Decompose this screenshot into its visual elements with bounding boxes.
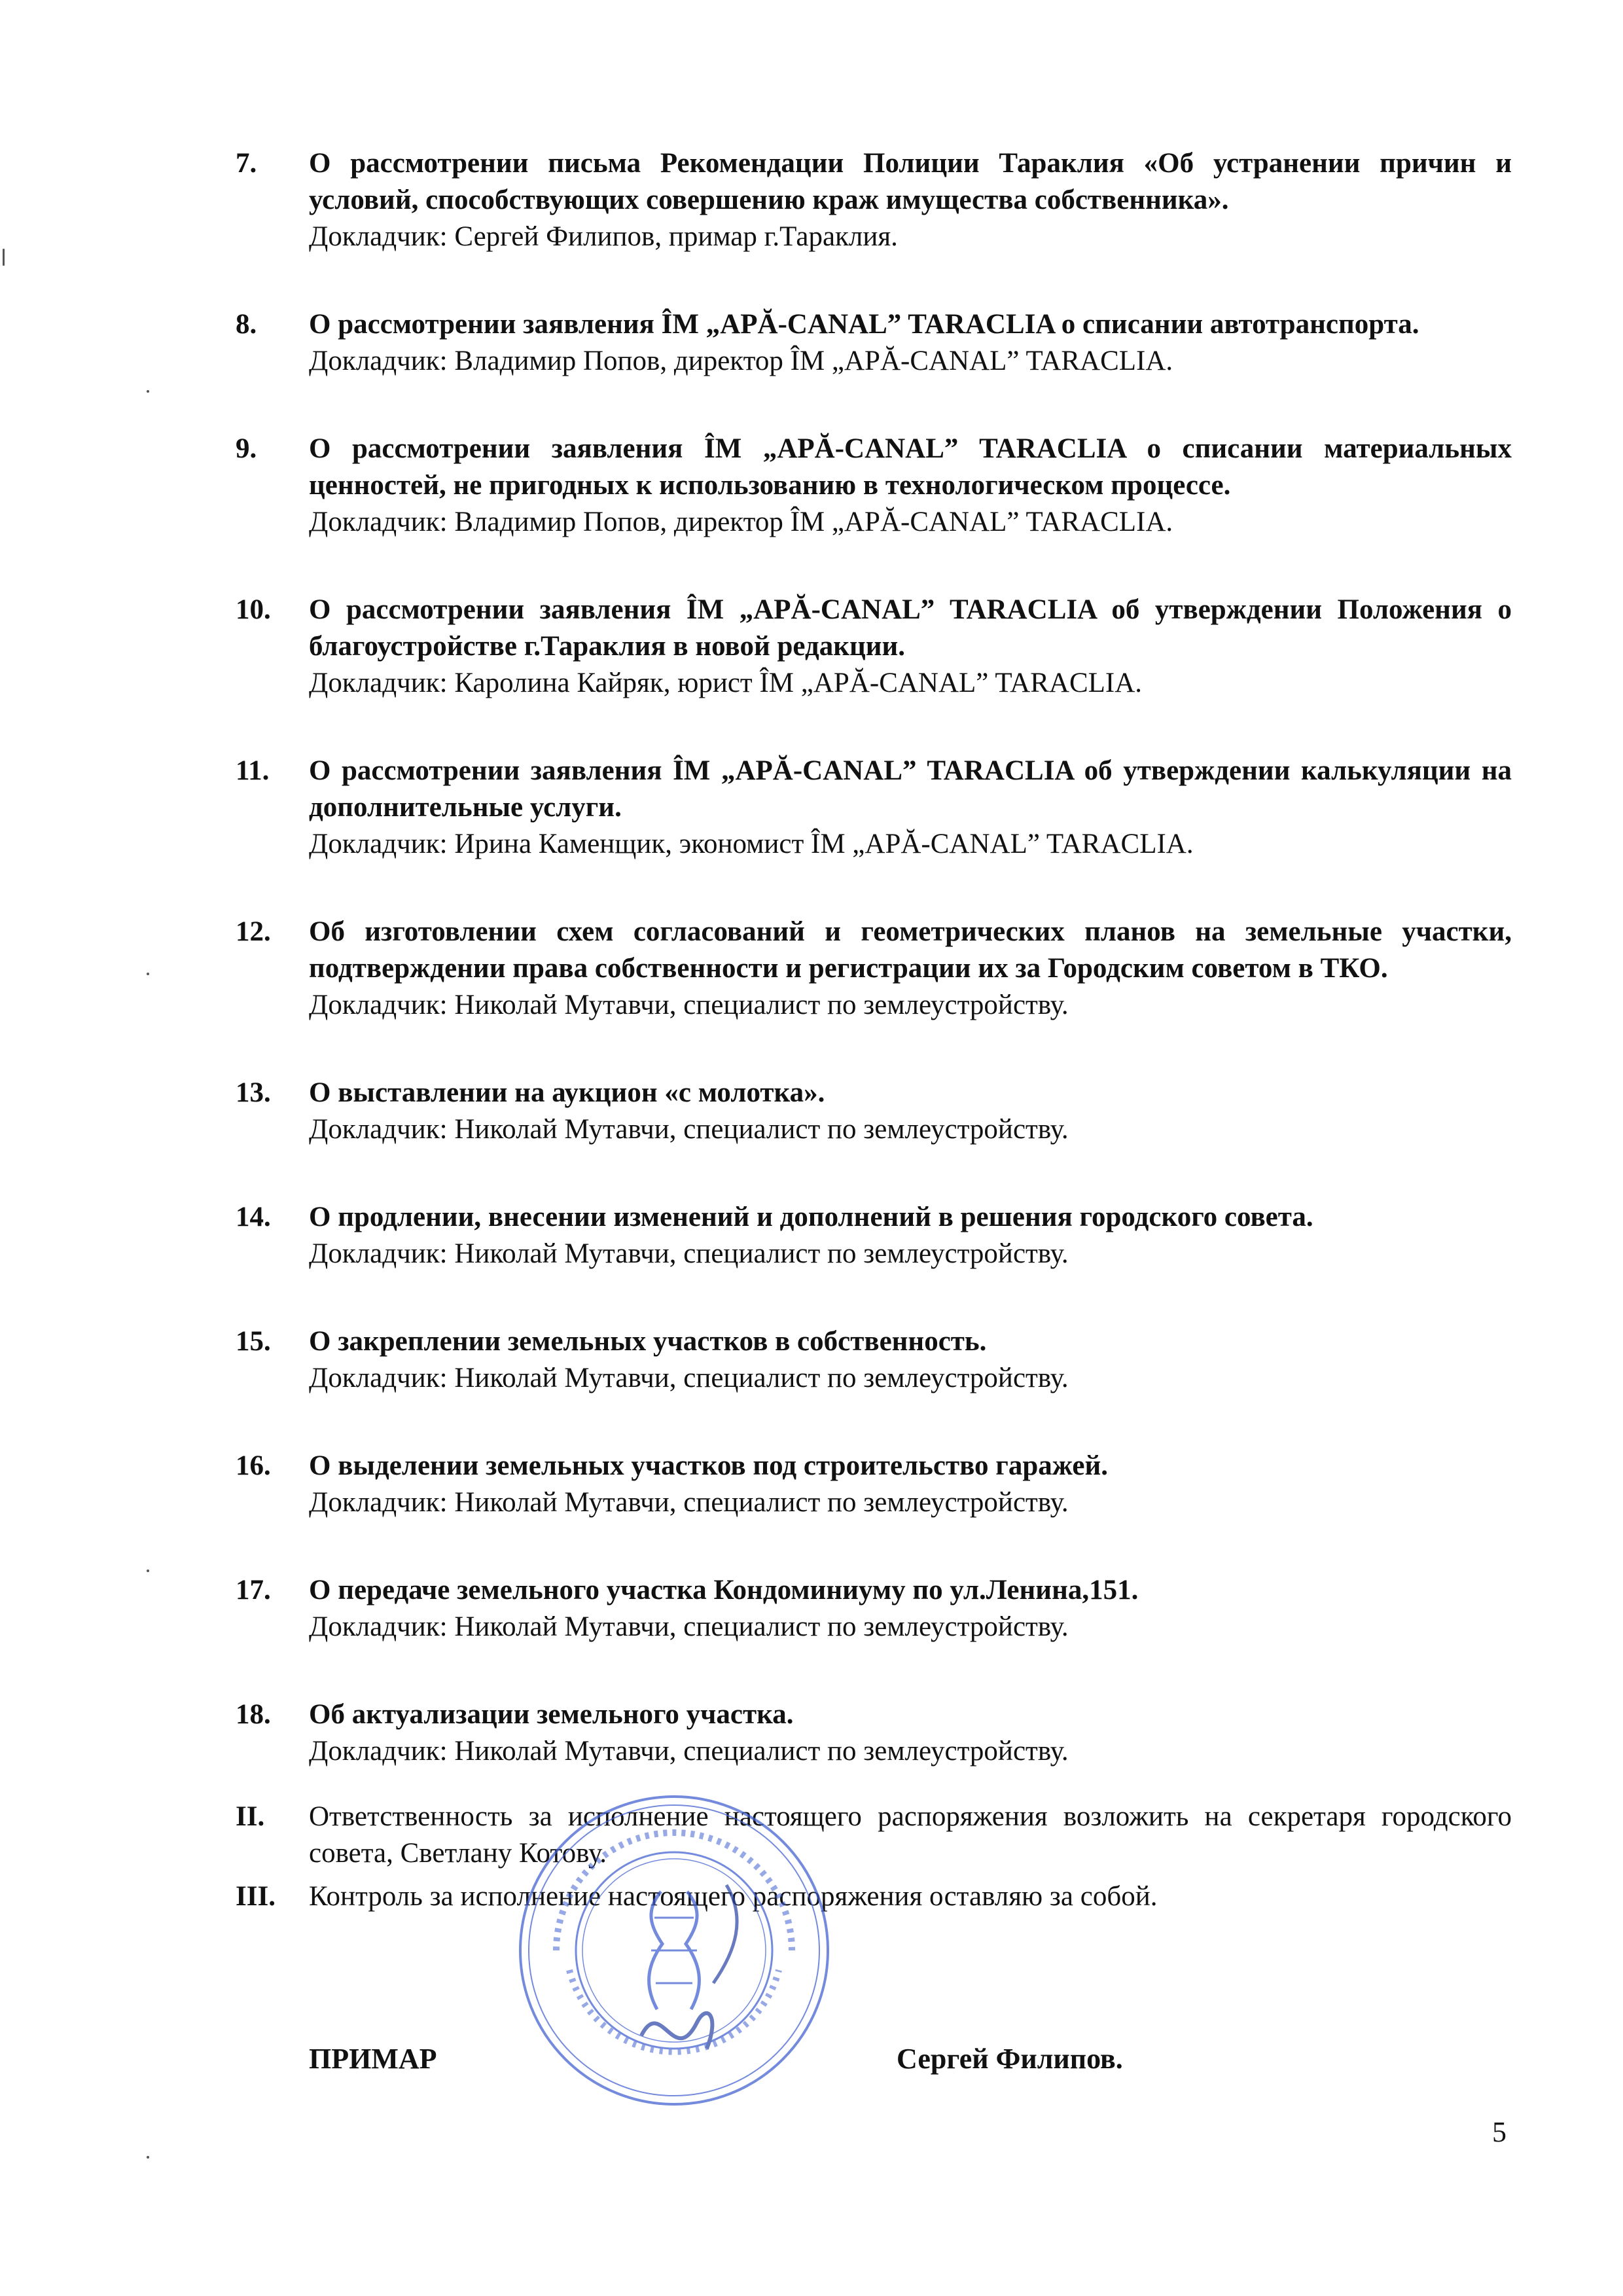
agenda-item-title: О выделении земельных участков под строительство гаражей.	[309, 1450, 1108, 1481]
official-seal-icon	[510, 1787, 838, 2114]
agenda-item-title: Об актуализации земельного участка.	[309, 1699, 794, 1730]
agenda-item-number: 10.	[236, 594, 271, 625]
agenda-item-title: О рассмотрении письма Рекомендации Полиции Тараклия «Об устранении причин и условий, способствующих совершению краж имущества собственника».	[309, 148, 1512, 215]
agenda-item-number: 14.	[236, 1202, 271, 1232]
scan-edge-mark	[3, 249, 5, 266]
agenda-item-title: О продлении, внесении изменений и дополнений в решения городского совета.	[309, 1202, 1313, 1232]
scan-speck	[147, 390, 149, 393]
agenda-item	[236, 1075, 1512, 1148]
agenda-list	[236, 145, 1512, 1922]
clause-number: III.	[236, 1881, 276, 1912]
agenda-item-title: О выставлении на аукцион «с молотка».	[309, 1077, 825, 1108]
agenda-item	[236, 753, 1512, 863]
agenda-item-speaker: Докладчик: Николай Мутавчи, специалист по землеустройству.	[309, 1611, 1069, 1642]
agenda-item-speaker: Докладчик: Николай Мутавчи, специалист по землеустройству.	[309, 1736, 1069, 1767]
agenda-item	[236, 306, 1512, 380]
scan-speck	[147, 973, 149, 975]
signature-name: Сергей Филипов.	[897, 2043, 1123, 2075]
clause-number: II.	[236, 1801, 265, 1832]
agenda-item-speaker: Докладчик: Николай Мутавчи, специалист по землеустройству.	[309, 1238, 1069, 1269]
agenda-item	[236, 431, 1512, 541]
agenda-item-number: 13.	[236, 1077, 271, 1108]
agenda-item-number: 15.	[236, 1326, 271, 1357]
agenda-item-speaker: Докладчик: Ирина Каменщик, экономист ÎM „APĂ-CANAL” TARACLIA.	[309, 829, 1194, 859]
scan-speck	[147, 2156, 149, 2159]
clause	[236, 1878, 1512, 1915]
agenda-item-title: О рассмотрении заявления ÎM „APĂ-CANAL” TARACLIA о списании автотранспорта.	[309, 309, 1419, 340]
agenda-item-speaker: Докладчик: Николай Мутавчи, специалист по землеустройству.	[309, 1363, 1069, 1393]
agenda-item-title: О рассмотрении заявления ÎM „APĂ-CANAL” TARACLIA об утверждении Положения о благоустройстве г.Тараклия в новой редакции.	[309, 594, 1512, 662]
agenda-item-number: 11.	[236, 755, 270, 786]
agenda-item-title: О закреплении земельных участков в собственность.	[309, 1326, 987, 1357]
agenda-item	[236, 1323, 1512, 1397]
agenda-item-title: О рассмотрении заявления ÎM „APĂ-CANAL” TARACLIA о списании материальных ценностей, не пригодных к использованию в технологическом процессе.	[309, 433, 1512, 501]
agenda-item-speaker: Докладчик: Николай Мутавчи, специалист по землеустройству.	[309, 1487, 1069, 1518]
agenda-item-speaker: Докладчик: Сергей Филипов, примар г.Тараклия.	[309, 221, 898, 252]
agenda-item-number: 18.	[236, 1699, 271, 1730]
agenda-item-speaker: Докладчик: Владимир Попов, директор ÎM „APĂ-CANAL” TARACLIA.	[309, 346, 1173, 376]
agenda-item	[236, 1448, 1512, 1521]
agenda-item-number: 8.	[236, 309, 257, 340]
agenda-item	[236, 1696, 1512, 1770]
agenda-item	[236, 592, 1512, 702]
signature-role: ПРИМАР	[309, 2043, 437, 2075]
agenda-item-title: Об изготовлении схем согласований и геометрических планов на земельные участки, подтверждении права собственности и регистрации их за Городским советом в ТКО.	[309, 916, 1512, 984]
agenda-item-number: 16.	[236, 1450, 271, 1481]
agenda-item-title: О передаче земельного участка Кондоминиуму по ул.Ленина,151.	[309, 1575, 1139, 1605]
agenda-item-speaker: Докладчик: Каролина Кайряк, юрист ÎM „APĂ-CANAL” TARACLIA.	[309, 668, 1143, 698]
agenda-item-number: 9.	[236, 433, 257, 464]
agenda-item-title: О рассмотрении заявления ÎM „APĂ-CANAL” TARACLIA об утверждении калькуляции на дополнительные услуги.	[309, 755, 1512, 823]
agenda-item	[236, 1572, 1512, 1645]
agenda-item-number: 17.	[236, 1575, 271, 1605]
agenda-item	[236, 145, 1512, 255]
agenda-item-speaker: Докладчик: Николай Мутавчи, специалист по землеустройству.	[309, 990, 1069, 1020]
agenda-item-number: 7.	[236, 148, 257, 179]
clause-text: Контроль за исполнение настоящего распоряжения оставляю за собой.	[309, 1881, 1158, 1912]
scan-speck	[147, 1570, 149, 1572]
clause	[236, 1799, 1512, 1872]
clause-text: Ответственность за исполнение настоящего распоряжения возложить на секретаря городского совета, Светлану Котову.	[309, 1801, 1512, 1869]
agenda-item-speaker: Докладчик: Николай Мутавчи, специалист по землеустройству.	[309, 1114, 1069, 1145]
agenda-item	[236, 1199, 1512, 1272]
agenda-item	[236, 914, 1512, 1024]
agenda-item-speaker: Докладчик: Владимир Попов, директор ÎM „APĂ-CANAL” TARACLIA.	[309, 507, 1173, 537]
agenda-item-number: 12.	[236, 916, 271, 947]
page-number: 5	[1492, 2116, 1507, 2148]
